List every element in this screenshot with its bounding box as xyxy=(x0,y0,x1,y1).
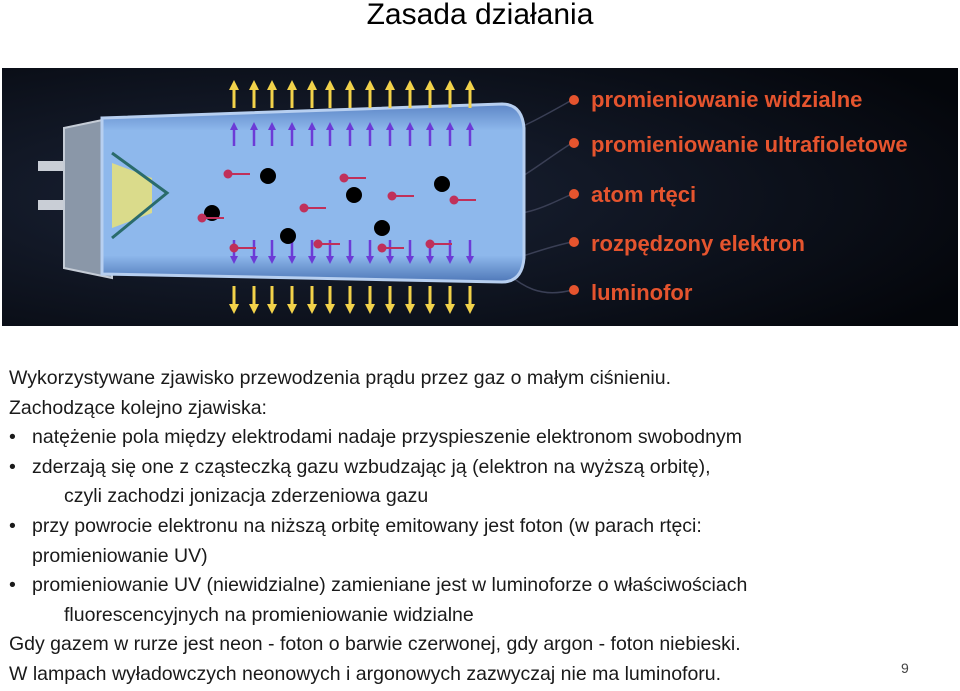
legend-dot xyxy=(569,237,579,247)
legend-visible-radiation: promieniowanie widzialne xyxy=(591,87,863,112)
bullet-field-acceleration: • natężenie pola między elektrodami nadaje przyspieszenie elektronom swobodnym xyxy=(9,423,954,453)
legend-dot xyxy=(569,189,579,199)
legend-dot xyxy=(569,285,579,295)
bullet-collision: • zderzają się one z cząsteczką gazu wzbudzając ją (elektron na wyższą orbitę), xyxy=(9,453,954,483)
legend-mercury-atom: atom rtęci xyxy=(591,182,697,207)
legend-dot xyxy=(569,138,579,148)
electron xyxy=(300,204,309,213)
fluorescent-lamp-figure xyxy=(2,68,958,326)
luminofor-note: W lampach wyładowczych neonowych i argonowych zazwyczaj nie ma luminoforu. xyxy=(9,662,722,685)
electron xyxy=(378,244,387,253)
electron xyxy=(450,196,459,205)
bullet-photon-emission-cont: promieniowanie UV) xyxy=(32,544,208,567)
bullet-uv-conversion-cont: fluorescencyjnych na promieniowanie widzialne xyxy=(64,603,474,626)
legend-dot xyxy=(569,95,579,105)
page-number: 9 xyxy=(901,660,909,676)
electron xyxy=(224,170,233,179)
bullet-collision-cont: czyli zachodzi jonizacja zderzeniowa gazu xyxy=(64,485,429,508)
bullet-uv-conversion: • promieniowanie UV (niewidzialne) zamieniane jest w luminoforze o właściwościach xyxy=(9,571,954,601)
electron xyxy=(426,240,435,249)
mercury-atom xyxy=(374,220,390,236)
slide-body xyxy=(9,364,954,690)
sequence-label: Zachodzące kolejno zjawiska: xyxy=(9,396,267,419)
electron xyxy=(388,192,397,201)
mercury-atom xyxy=(346,187,362,203)
legend-uv-radiation: promieniowanie ultrafioletowe xyxy=(591,132,908,157)
electron xyxy=(314,240,323,249)
mercury-atom xyxy=(280,228,296,244)
electron xyxy=(230,244,239,253)
electron xyxy=(198,214,207,223)
legend-accelerated-electron: rozpędzony elektron xyxy=(591,231,805,256)
mercury-atom xyxy=(434,176,450,192)
electron xyxy=(340,174,349,183)
legend-phosphor: luminofor xyxy=(591,280,693,305)
intro-text: Wykorzystywane zjawisko przewodzenia prądu przez gaz o małym ciśnieniu. xyxy=(9,367,672,389)
slide-title: Zasada działania xyxy=(366,0,594,31)
neon-argon-note: Gdy gazem w rurze jest neon - foton o barwie czerwonej, gdy argon - foton niebieski. xyxy=(9,633,741,656)
lamp-diagram xyxy=(2,68,958,326)
mercury-atom xyxy=(260,168,276,184)
bullet-photon-emission: • przy powrocie elektronu na niższą orbitę emitowany jest foton (w parach rtęci: xyxy=(9,512,954,542)
